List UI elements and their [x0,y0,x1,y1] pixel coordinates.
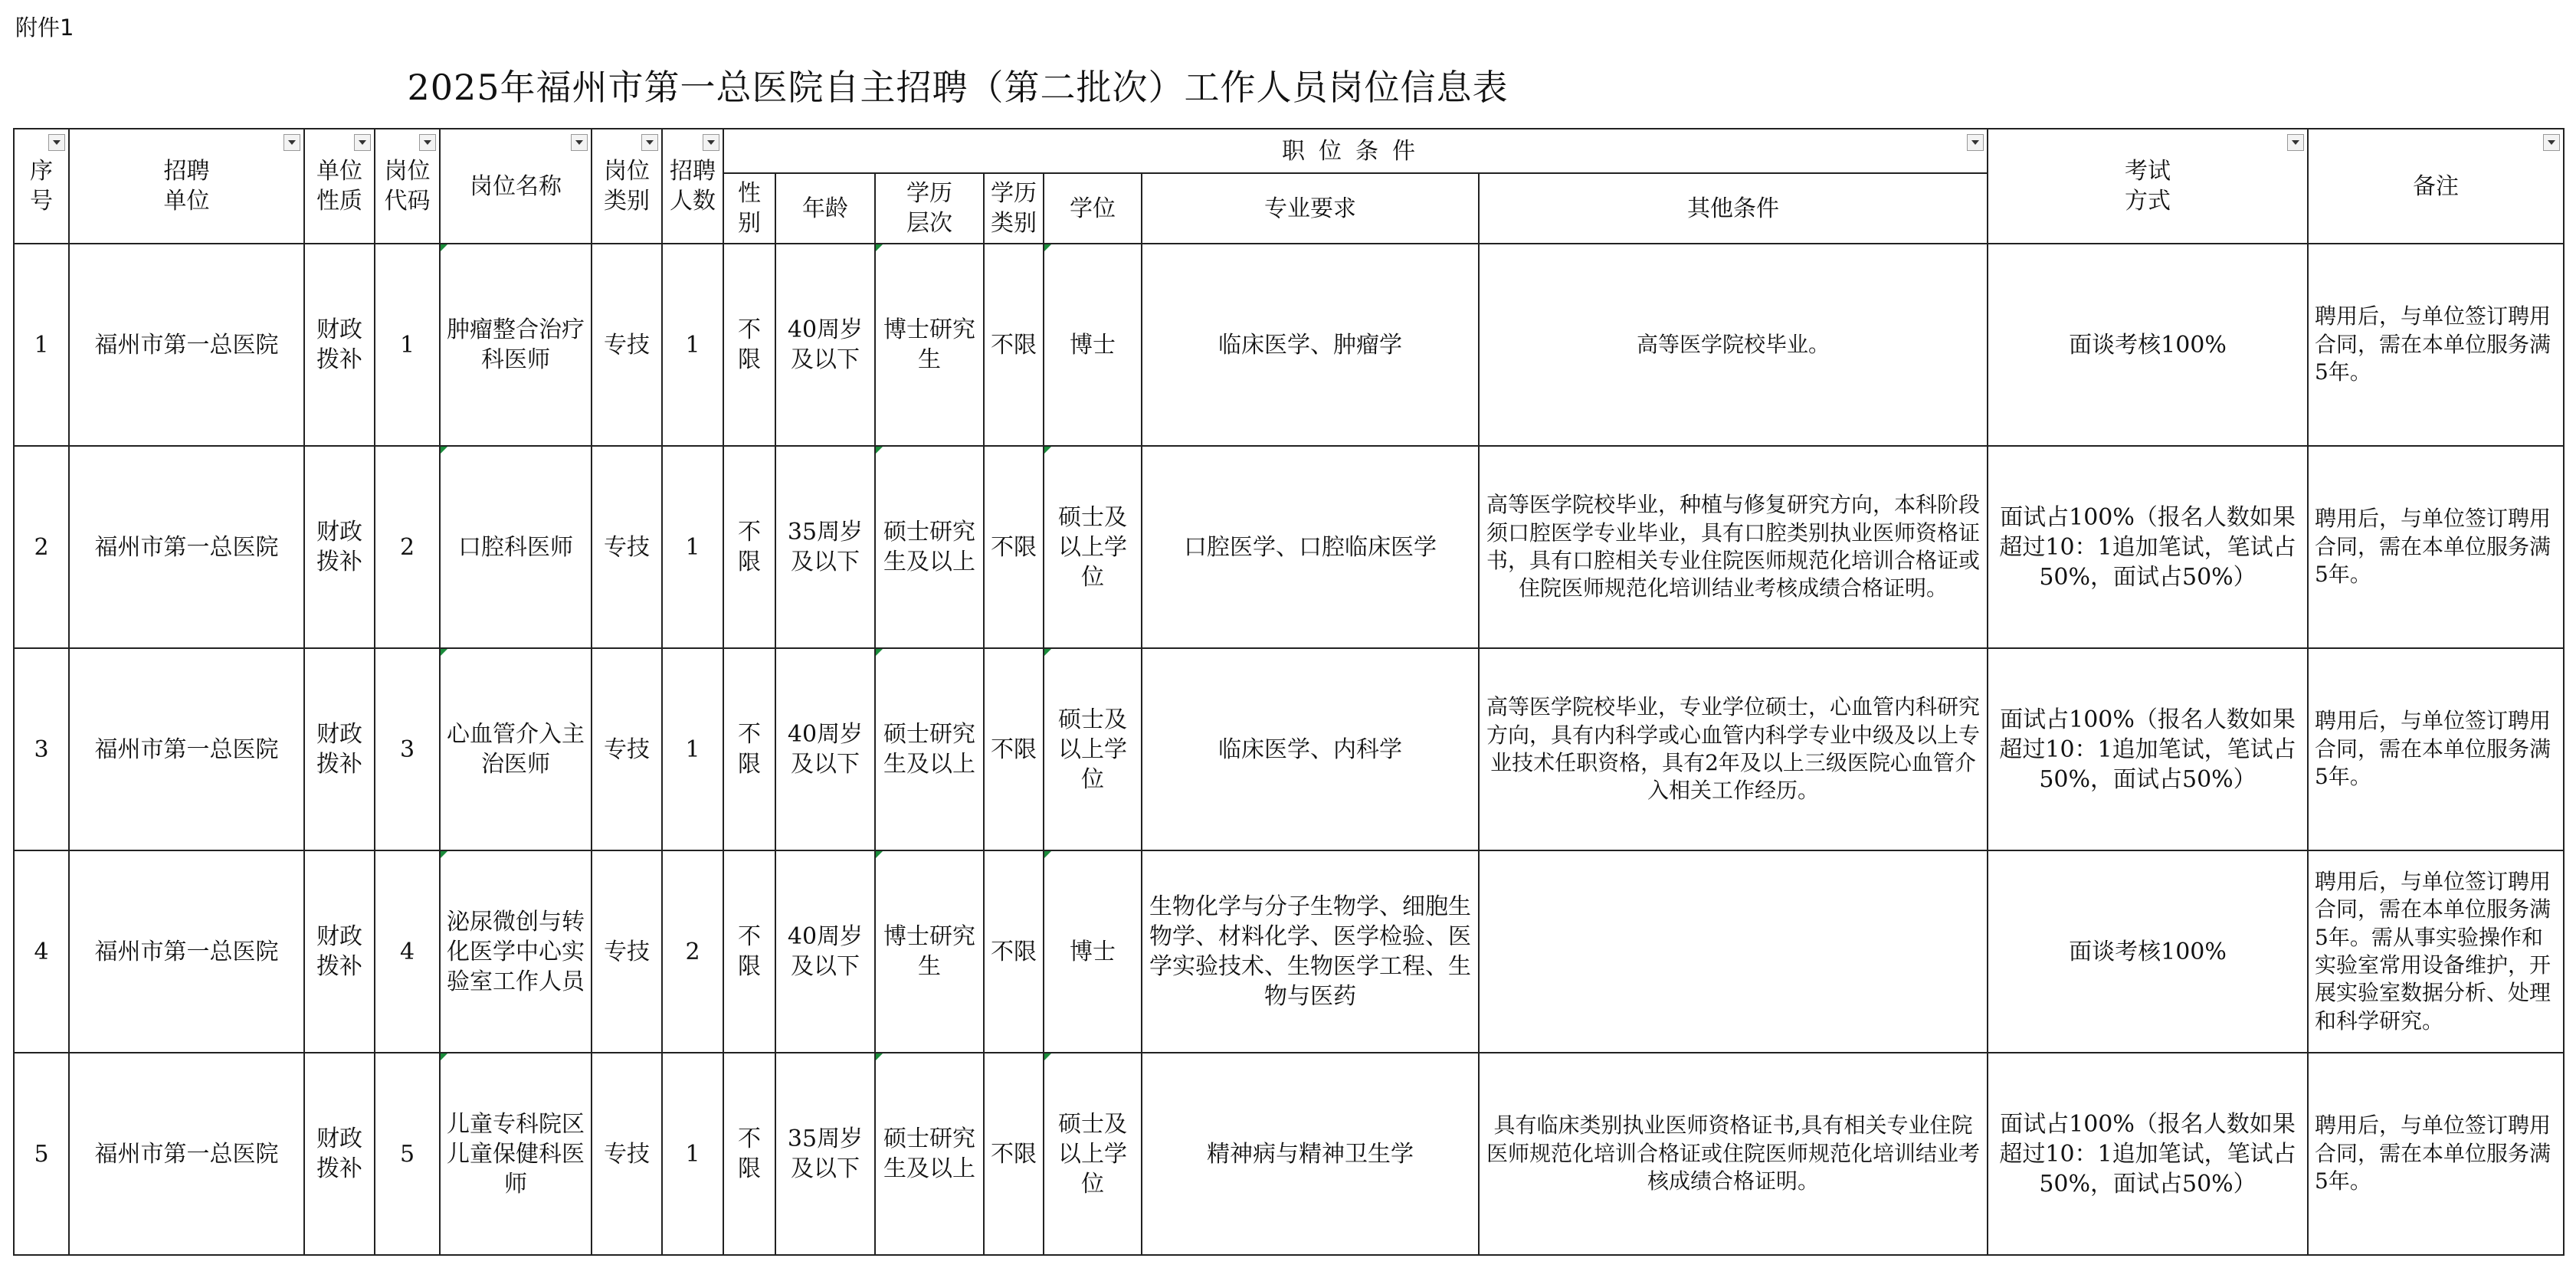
cell-edu-level[interactable]: 博士研究生 [875,850,984,1053]
cell-gender[interactable]: 不限 [723,244,775,446]
table-row [14,648,2564,850]
cell-note-marker-icon [876,244,883,251]
filter-dropdown-icon[interactable] [283,134,300,151]
cell-post-category[interactable]: 专技 [592,244,662,446]
cell-edu-level[interactable]: 硕士研究生及以上 [875,1053,984,1255]
col-header-post-name: 岗位名称 [440,129,592,244]
cell-note-marker-icon [441,244,447,251]
cell-note-marker-icon [876,649,883,656]
cell-headcount[interactable]: 2 [662,850,723,1053]
cell-headcount[interactable]: 1 [662,1053,723,1255]
filter-dropdown-icon[interactable] [419,134,436,151]
cell-other[interactable]: 高等医学院校毕业，专业学位硕士，心血管内科研究方向，具有内科学或心血管内科学专业中级及以上专业技术任职资格，具有2年及以上三级医院心血管介入相关工作经历。 [1479,648,1988,850]
cell-edu-level[interactable]: 硕士研究生及以上 [875,648,984,850]
col-header-major: 专业要求 [1142,173,1479,244]
cell-seq[interactable]: 2 [14,446,69,648]
filter-dropdown-icon[interactable] [2543,134,2560,151]
cell-seq[interactable]: 3 [14,648,69,850]
table-row [14,446,2564,648]
filter-dropdown-icon[interactable] [354,134,371,151]
cell-remarks[interactable]: 聘用后，与单位签订聘用合同，需在本单位服务满5年。 [2308,446,2564,648]
cell-edu-level[interactable]: 硕士研究生及以上 [875,446,984,648]
cell-unit[interactable]: 福州市第一总医院 [69,446,304,648]
cell-edu-type[interactable]: 不限 [984,850,1044,1053]
cell-degree[interactable]: 博士 [1044,244,1142,446]
cell-note-marker-icon [441,649,447,656]
filter-dropdown-icon[interactable] [2287,134,2304,151]
cell-seq[interactable]: 4 [14,850,69,1053]
cell-note-marker-icon [441,447,447,454]
cell-seq[interactable]: 5 [14,1053,69,1255]
cell-exam[interactable]: 面试占100%（报名人数如果超过10：1追加笔试，笔试占50%，面试占50%） [1988,446,2308,648]
cell-unit[interactable]: 福州市第一总医院 [69,244,304,446]
cell-note-marker-icon [441,851,447,858]
col-header-gender: 性 别 [723,173,775,244]
cell-major[interactable]: 口腔医学、口腔临床医学 [1142,446,1479,648]
cell-post-name[interactable]: 口腔科医师 [440,446,592,648]
cell-note-marker-icon [876,851,883,858]
col-header-post-code: 岗位 代码 [375,129,440,244]
cell-note-marker-icon [876,447,883,454]
cell-major[interactable]: 临床医学、内科学 [1142,648,1479,850]
col-header-edu-type: 学历 类别 [984,173,1044,244]
cell-unit-type[interactable]: 财政拨补 [304,648,375,850]
cell-note-marker-icon [1044,1053,1051,1060]
col-header-headcount: 招聘 人数 [662,129,723,244]
cell-edu-type[interactable]: 不限 [984,1053,1044,1255]
cell-degree[interactable]: 硕士及以上学位 [1044,1053,1142,1255]
cell-edu-type[interactable]: 不限 [984,648,1044,850]
table-body [14,244,2564,1255]
filter-dropdown-icon[interactable] [703,134,719,151]
cell-degree[interactable]: 硕士及以上学位 [1044,648,1142,850]
cell-unit[interactable]: 福州市第一总医院 [69,648,304,850]
cell-major[interactable]: 生物化学与分子生物学、细胞生物学、材料化学、医学检验、医学实验技术、生物医学工程、生物与医药 [1142,850,1479,1053]
col-header-seq: 序号 [14,129,69,244]
cell-age[interactable]: 35周岁及以下 [775,446,875,648]
cell-remarks[interactable]: 聘用后，与单位签订聘用合同，需在本单位服务满5年。需从事实验操作和实验室常用设备维护，开展实验室数据分析、处理和科学研究。 [2308,850,2564,1053]
cell-note-marker-icon [1044,244,1051,251]
cell-post-category[interactable]: 专技 [592,446,662,648]
cell-edu-level[interactable]: 博士研究生 [875,244,984,446]
col-header-post-category: 岗位 类别 [592,129,662,244]
cell-note-marker-icon [1044,447,1051,454]
cell-headcount[interactable]: 1 [662,446,723,648]
col-header-age: 年龄 [775,173,875,244]
cell-post-category[interactable]: 专技 [592,850,662,1053]
cell-age[interactable]: 40周岁及以下 [775,244,875,446]
cell-post-code[interactable]: 5 [375,1053,440,1255]
cell-gender[interactable]: 不限 [723,850,775,1053]
col-header-other: 其他条件 [1479,173,1988,244]
cell-major[interactable]: 精神病与精神卫生学 [1142,1053,1479,1255]
cell-unit[interactable]: 福州市第一总医院 [69,1053,304,1255]
cell-post-code[interactable]: 4 [375,850,440,1053]
filter-dropdown-icon[interactable] [641,134,658,151]
col-header-remarks: 备注 [2308,129,2564,244]
cell-remarks[interactable]: 聘用后，与单位签订聘用合同，需在本单位服务满5年。 [2308,1053,2564,1255]
filter-dropdown-icon[interactable] [1967,134,1984,151]
cell-remarks[interactable]: 聘用后，与单位签订聘用合同，需在本单位服务满5年。 [2308,648,2564,850]
cell-other[interactable]: 具有临床类别执业医师资格证书,具有相关专业住院医师规范化培训合格证或住院医师规范化培训结业考核成绩合格证明。 [1479,1053,1988,1255]
cell-post-category[interactable]: 专技 [592,1053,662,1255]
cell-exam[interactable]: 面谈考核100% [1988,850,2308,1053]
col-group-conditions: 职位条件 [723,129,1988,173]
job-info-table [13,128,2565,1256]
cell-post-name[interactable]: 泌尿微创与转化医学中心实验室工作人员 [440,850,592,1053]
filter-dropdown-icon[interactable] [571,134,588,151]
cell-age[interactable]: 40周岁及以下 [775,648,875,850]
col-header-exam: 考试 方式 [1988,129,2308,244]
cell-note-marker-icon [876,1053,883,1060]
cell-unit-type[interactable]: 财政拨补 [304,1053,375,1255]
cell-note-marker-icon [1044,649,1051,656]
col-header-unit-type: 单位 性质 [304,129,375,244]
cell-unit[interactable]: 福州市第一总医院 [69,850,304,1053]
cell-edu-type[interactable]: 不限 [984,244,1044,446]
cell-major[interactable]: 临床医学、肿瘤学 [1142,244,1479,446]
page-title: 2025年福州市第一总医院自主招聘（第二批次）工作人员岗位信息表 [407,67,1509,108]
cell-headcount[interactable]: 1 [662,648,723,850]
attachment-label: 附件1 [15,15,74,41]
table-row [14,850,2564,1053]
cell-seq[interactable]: 1 [14,244,69,446]
filter-dropdown-icon[interactable] [48,134,65,151]
cell-gender[interactable]: 不限 [723,648,775,850]
cell-post-category[interactable]: 专技 [592,648,662,850]
cell-note-marker-icon [1044,851,1051,858]
cell-exam[interactable]: 面谈考核100% [1988,244,2308,446]
cell-unit-type[interactable]: 财政拨补 [304,850,375,1053]
cell-post-code[interactable]: 3 [375,648,440,850]
cell-degree[interactable]: 硕士及以上学位 [1044,446,1142,648]
table-row [14,244,2564,446]
cell-post-name[interactable]: 肿瘤整合治疗科医师 [440,244,592,446]
cell-post-code[interactable]: 2 [375,446,440,648]
cell-unit-type[interactable]: 财政拨补 [304,446,375,648]
header-row-1 [14,129,2564,173]
cell-post-code[interactable]: 1 [375,244,440,446]
cell-post-name[interactable]: 儿童专科院区儿童保健科医师 [440,1053,592,1255]
cell-other[interactable] [1479,850,1988,1053]
cell-age[interactable]: 40周岁及以下 [775,850,875,1053]
col-header-degree: 学位 [1044,173,1142,244]
cell-other[interactable]: 高等医学院校毕业，种植与修复研究方向，本科阶段须口腔医学专业毕业，具有口腔类别执业医师资格证书，具有口腔相关专业住院医师规范化培训合格证或住院医师规范化培训结业考核成绩合格证明。 [1479,446,1988,648]
col-header-unit: 招聘 单位 [69,129,304,244]
cell-other[interactable]: 高等医学院校毕业。 [1479,244,1988,446]
cell-edu-type[interactable]: 不限 [984,446,1044,648]
cell-headcount[interactable]: 1 [662,244,723,446]
cell-gender[interactable]: 不限 [723,446,775,648]
cell-degree[interactable]: 博士 [1044,850,1142,1053]
cell-note-marker-icon [441,1053,447,1060]
cell-post-name[interactable]: 心血管介入主治医师 [440,648,592,850]
col-header-edu-level: 学历 层次 [875,173,984,244]
cell-unit-type[interactable]: 财政拨补 [304,244,375,446]
cell-exam[interactable]: 面试占100%（报名人数如果超过10：1追加笔试，笔试占50%，面试占50%） [1988,648,2308,850]
cell-remarks[interactable]: 聘用后，与单位签订聘用合同，需在本单位服务满5年。 [2308,244,2564,446]
cell-age[interactable]: 35周岁及以下 [775,1053,875,1255]
table-row [14,1053,2564,1255]
cell-exam[interactable]: 面试占100%（报名人数如果超过10：1追加笔试，笔试占50%，面试占50%） [1988,1053,2308,1255]
cell-gender[interactable]: 不限 [723,1053,775,1255]
